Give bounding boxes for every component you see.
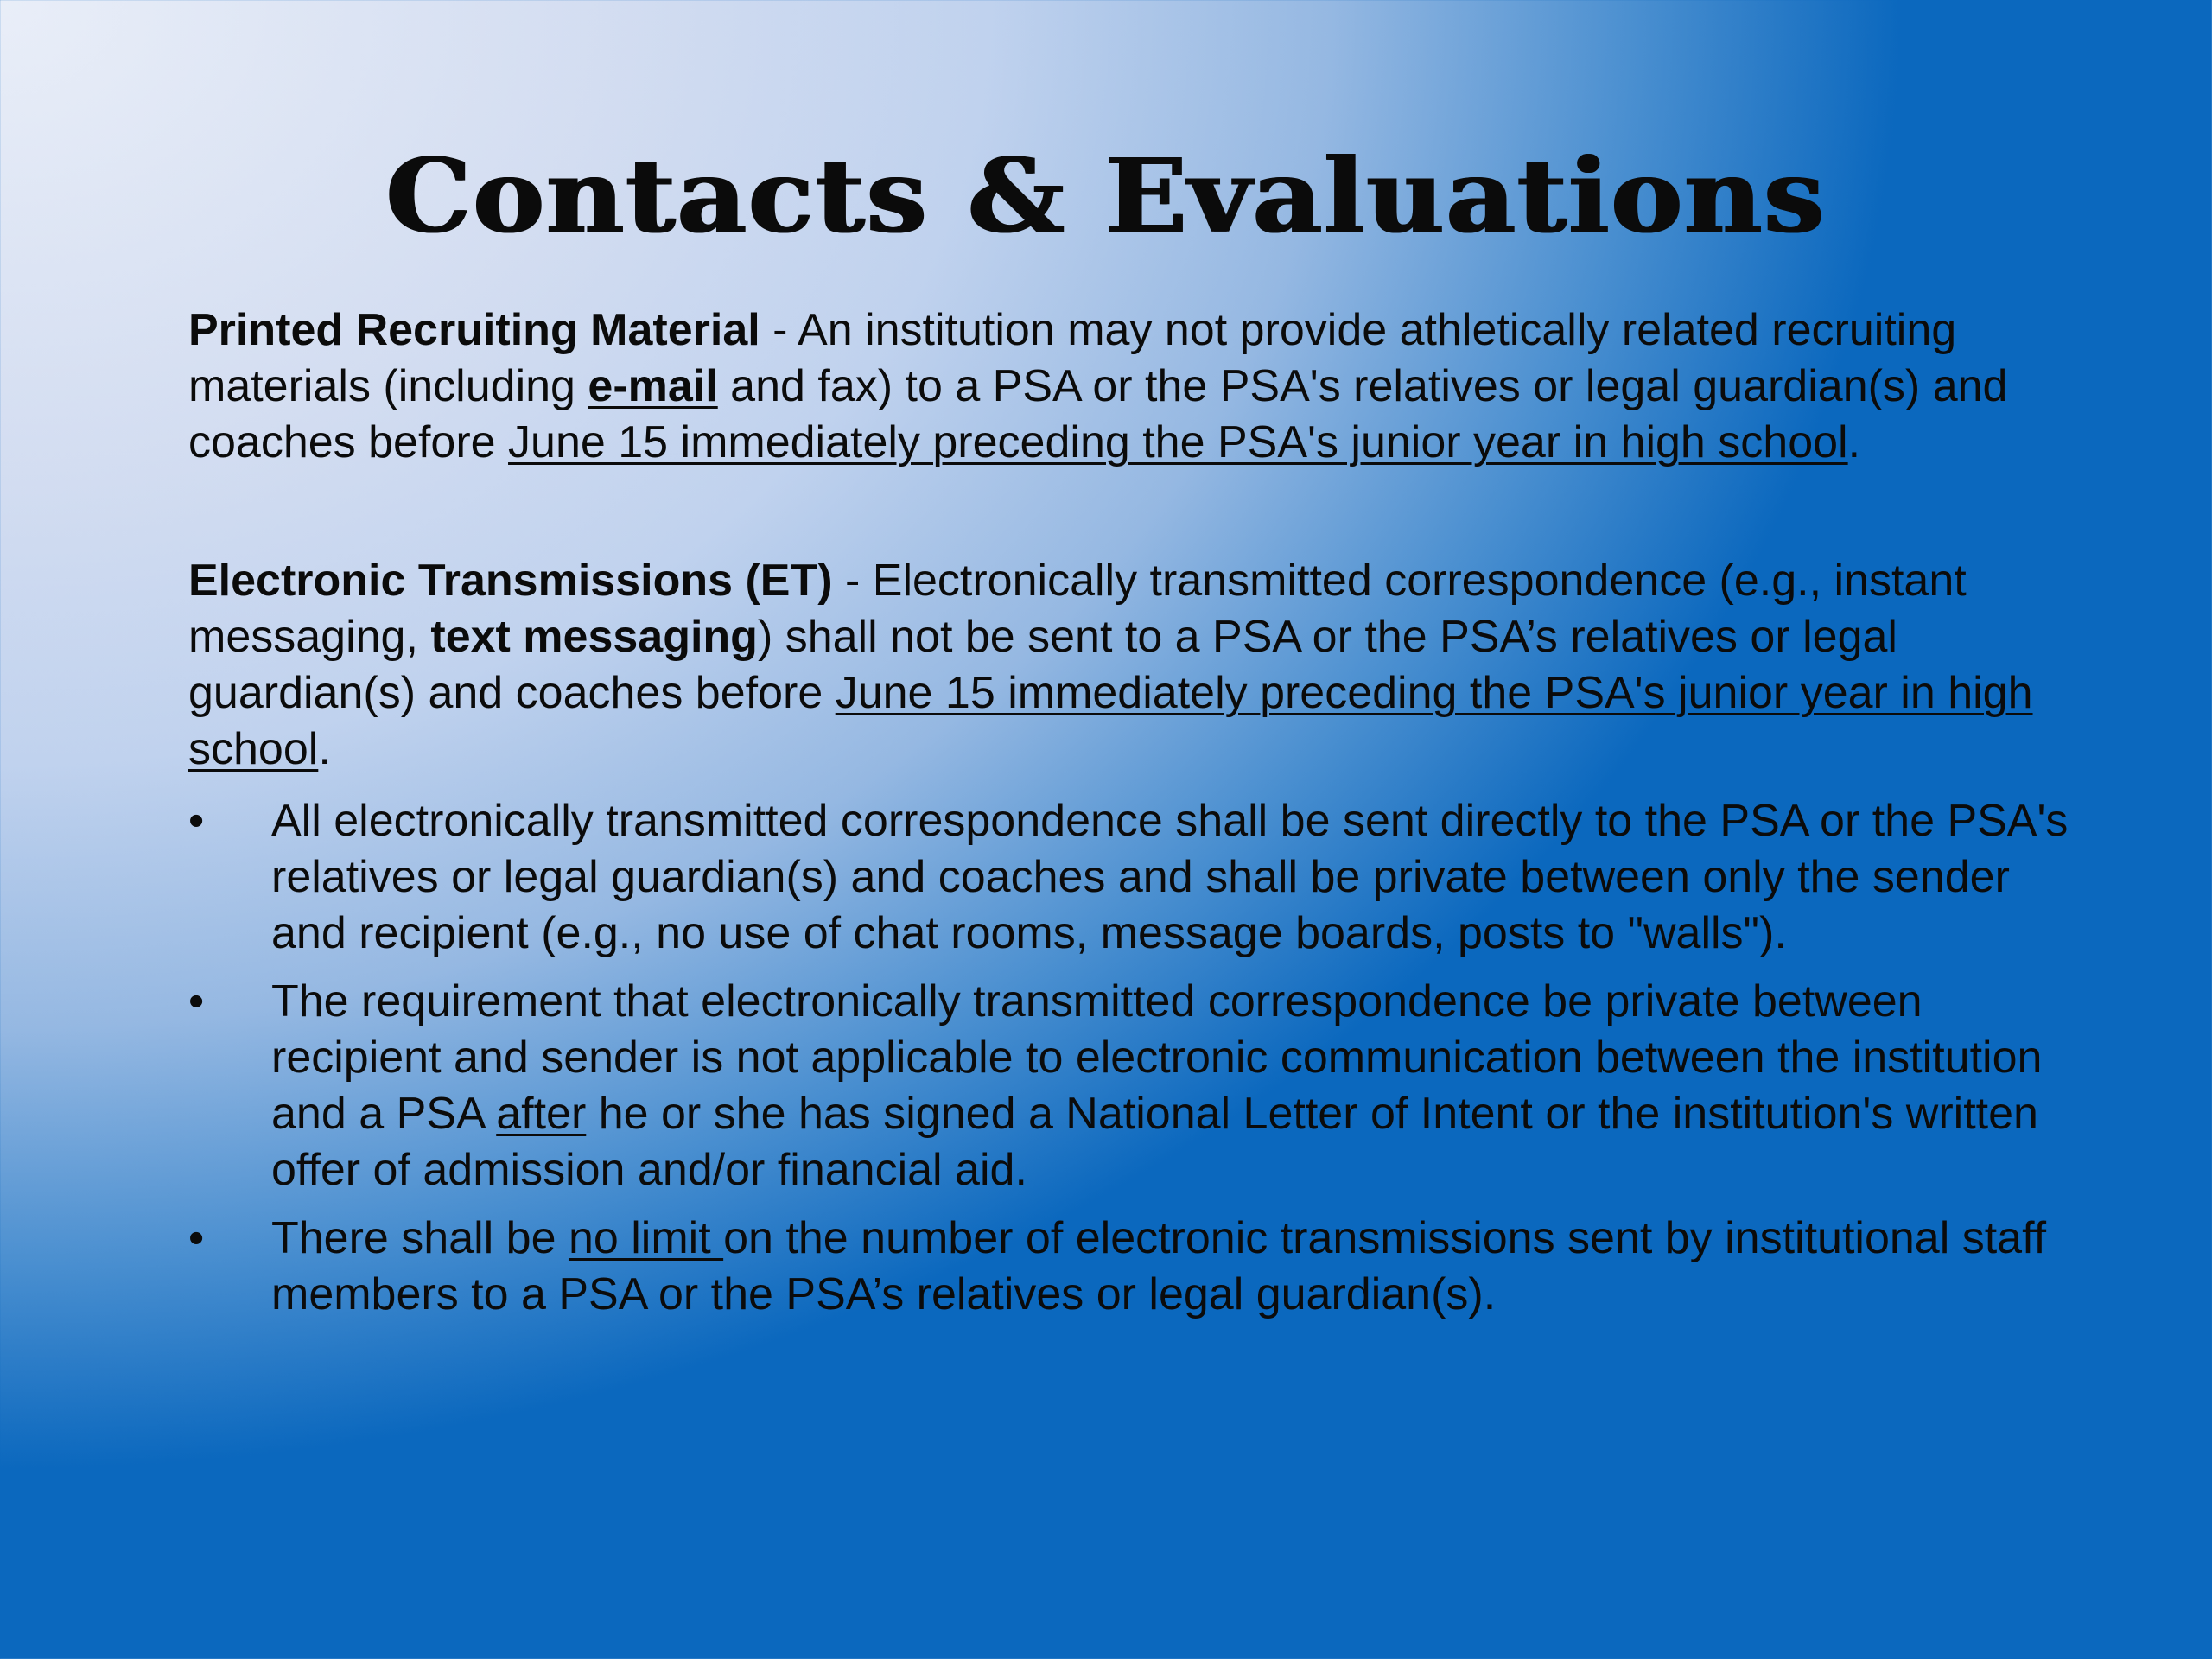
bullet-marker: • bbox=[188, 976, 205, 1027]
bullet-list bbox=[188, 793, 2089, 1335]
email-term: e-mail bbox=[588, 361, 718, 411]
bullet-item bbox=[188, 974, 2089, 1198]
electronic-end: . bbox=[318, 724, 331, 774]
bullet-text: All electronically transmitted correspondence shall be sent directly to the PSA or the PSA's relatives or legal guardian(s) and coaches and shall be private between only the sender and recipient (e.g., no use of chat rooms, message boards, posts to "walls"). bbox=[271, 796, 2069, 958]
bullet-marker: • bbox=[188, 796, 205, 846]
printed-end: . bbox=[1847, 417, 1861, 467]
electronic-deadline: June 15 immediately preceding the PSA's junior year in high school bbox=[188, 668, 2033, 774]
bullet-text-2: on the number of electronic transmissions sent by institutional staff members to a PSA or the PSA’s relatives or legal guardian(s). bbox=[271, 1213, 2047, 1319]
bullet-item bbox=[188, 793, 2089, 962]
bullet-item bbox=[188, 1211, 2089, 1323]
printed-recruiting-paragraph bbox=[188, 302, 2089, 471]
bullet-text-1: The requirement that electronically transmitted correspondence be private between recipient and sender is not applicable to electronic communication between the institution and a PSA bbox=[271, 976, 2043, 1139]
bullet-underlined: no limit bbox=[568, 1213, 724, 1263]
electronic-transmissions-heading: Electronic Transmissions (ET) bbox=[188, 556, 833, 606]
printed-deadline: June 15 immediately preceding the PSA's junior year in high school bbox=[508, 417, 1848, 467]
slide-title: Contacts & Evaluations bbox=[385, 136, 1826, 256]
bullet-text-2: he or she has signed a National Letter of Intent or the institution's written offer of admission and/or financial aid. bbox=[271, 1089, 2038, 1195]
printed-text-2: and fax) to a PSA or the PSA's relatives or legal guardian(s) and coaches before bbox=[188, 361, 2008, 467]
printed-recruiting-heading: Printed Recruiting Material bbox=[188, 305, 760, 355]
text-messaging-term: text messaging bbox=[430, 612, 758, 662]
electronic-transmissions-paragraph bbox=[188, 553, 2089, 778]
electronic-text-2: ) shall not be sent to a PSA or the PSA’s relatives or legal guardian(s) and coaches before bbox=[188, 612, 1897, 718]
electronic-text-1: - Electronically transmitted correspondence (e.g., instant messaging, bbox=[188, 556, 1967, 662]
printed-text-1: - An institution may not provide athletically related recruiting materials (including bbox=[188, 305, 1957, 411]
bullet-marker: • bbox=[188, 1213, 205, 1263]
bullet-underlined: after bbox=[496, 1089, 587, 1139]
bullet-text-1: There shall be bbox=[271, 1213, 569, 1263]
